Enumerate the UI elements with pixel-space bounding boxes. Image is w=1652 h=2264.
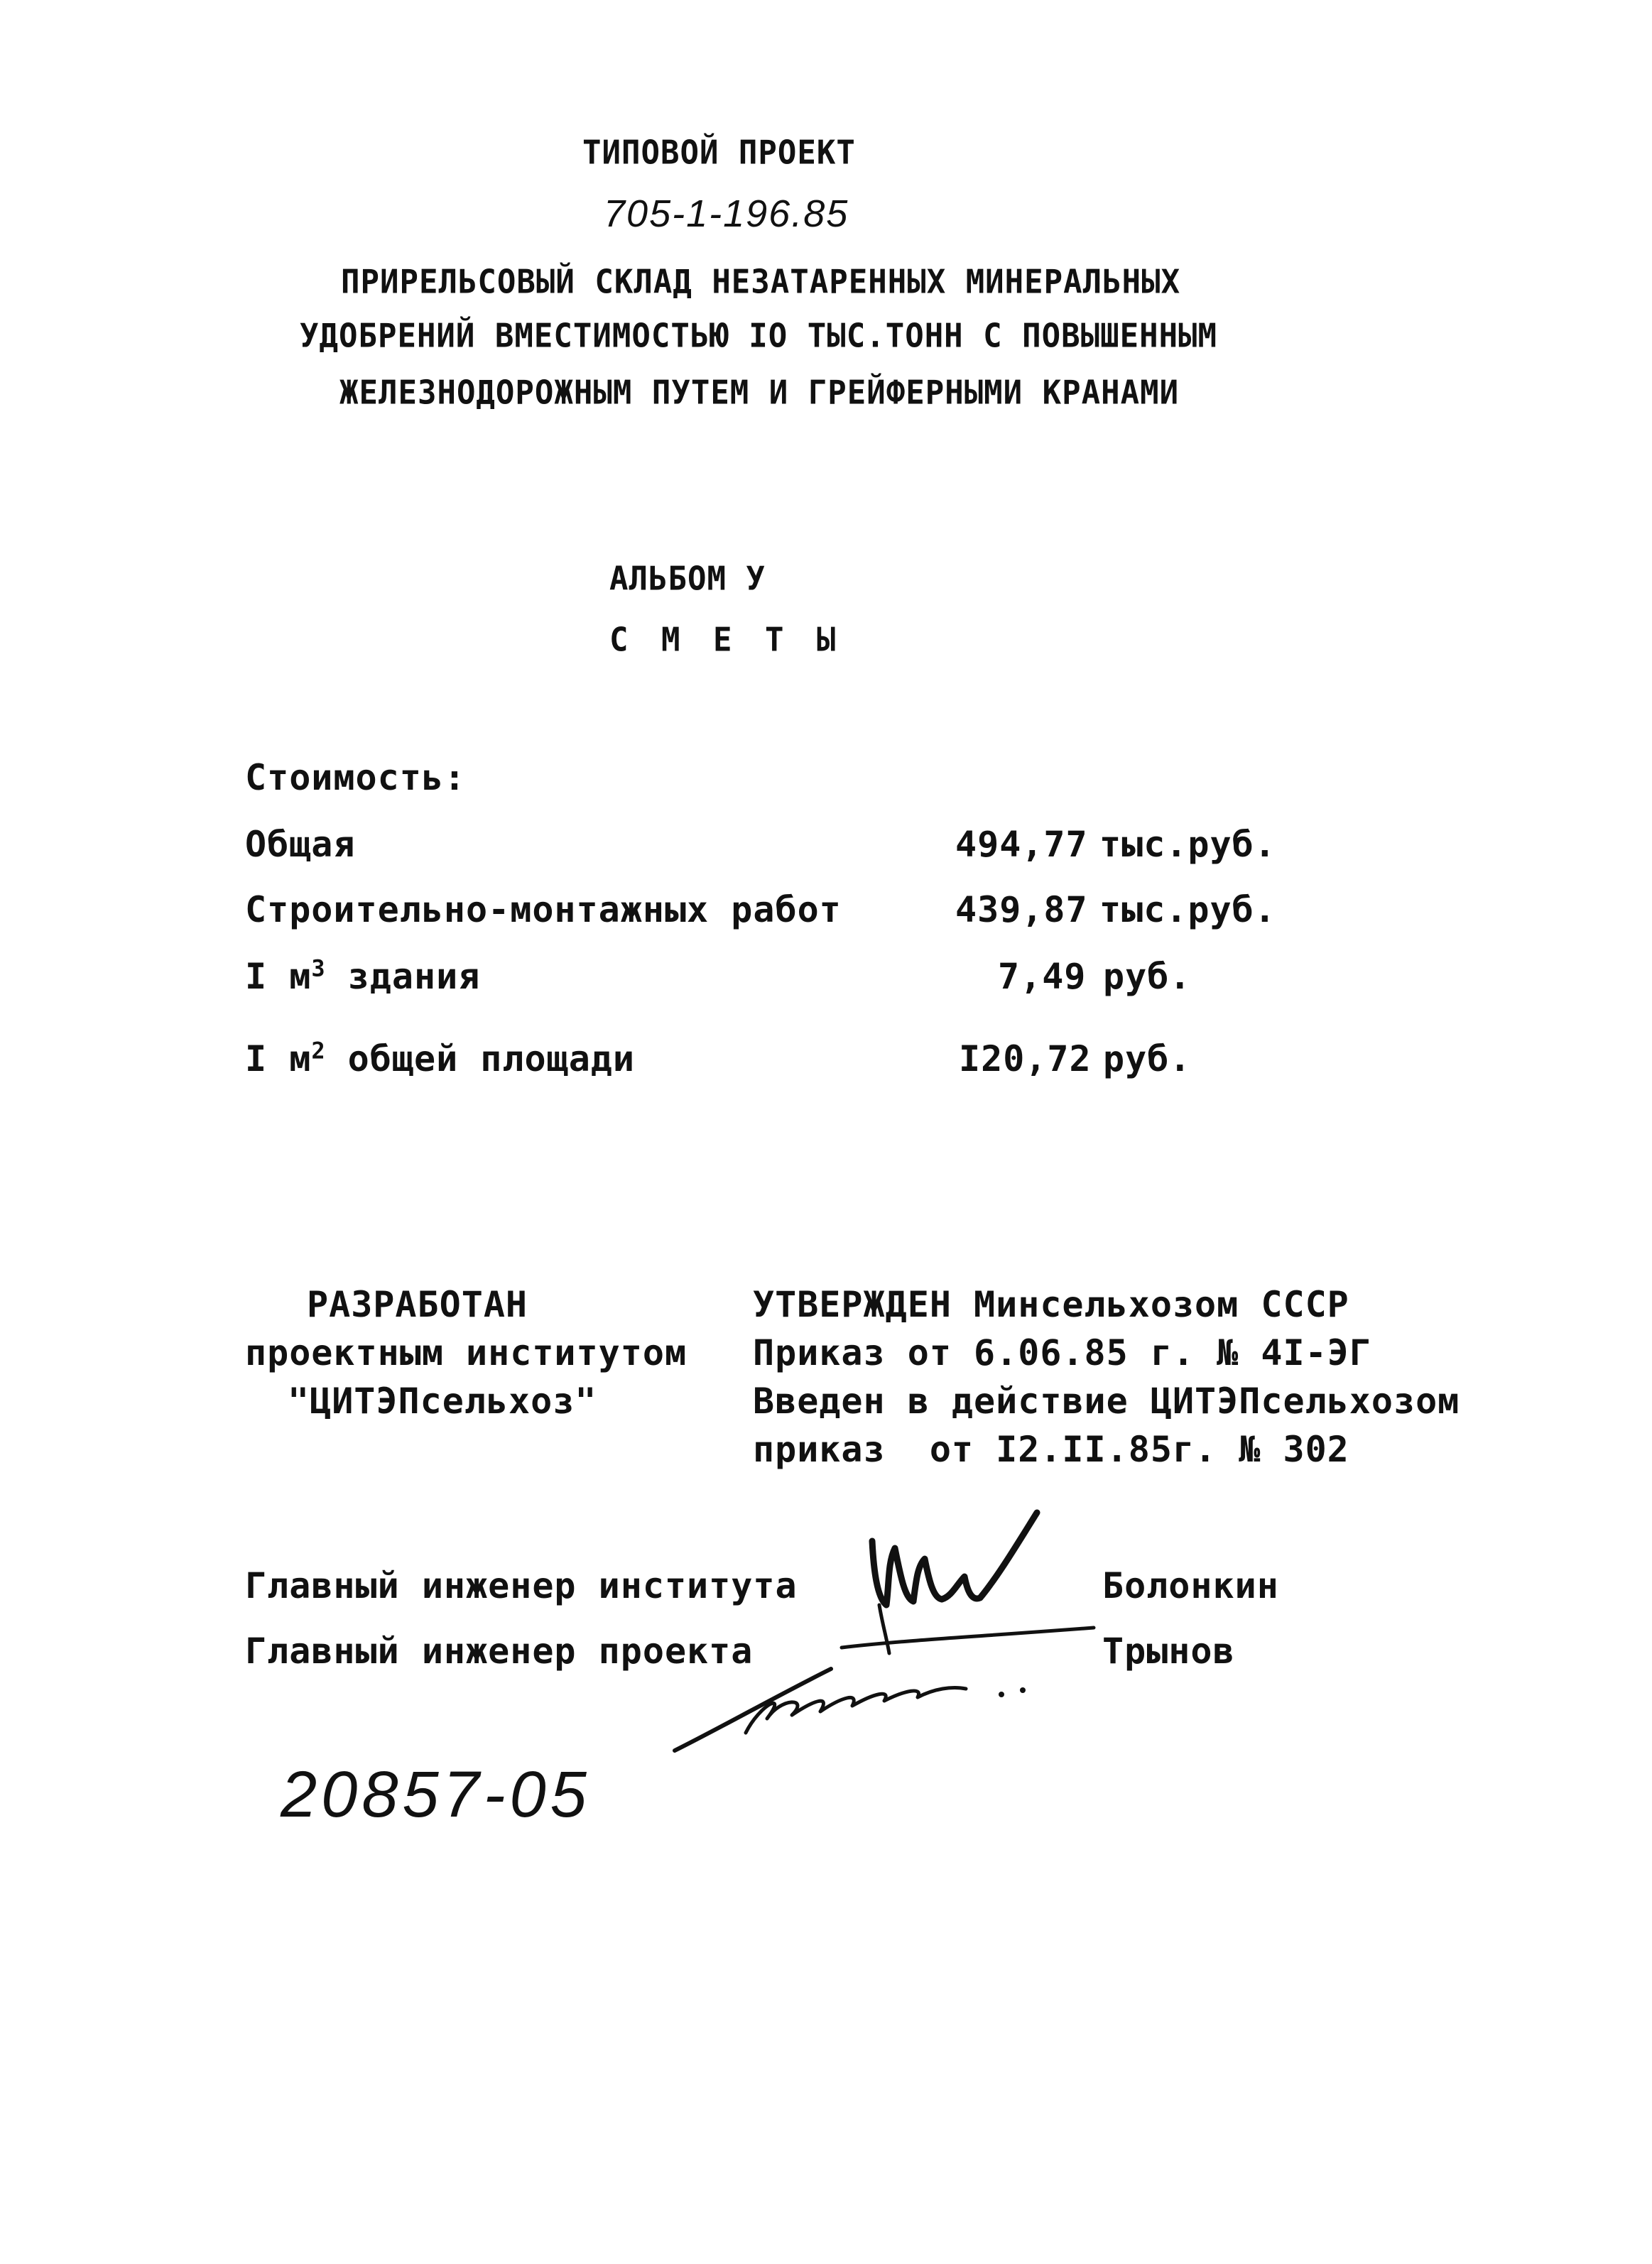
approved-line-4: приказ от I2.II.85г. № 302 (753, 1429, 1349, 1470)
title-line-2: УДОБРЕНИЙ ВМЕСТИМОСТЬЮ IO ТЫС.ТОНН С ПОВЫШЕННЫМ (300, 317, 1218, 356)
cost-row-value: 439,87 (955, 889, 1088, 930)
approved-line-3: Введен в действие ЦИТЭПсельхозом (753, 1381, 1460, 1422)
developed-line-1: РАЗРАБОТАН (307, 1284, 528, 1325)
project-code: 705-1-196.85 (604, 192, 849, 235)
label-superscript: 3 (311, 954, 326, 982)
approved-line-2: Приказ от 6.06.85 г. № 4I-ЭГ (753, 1332, 1371, 1373)
signature-name: Трынов (1102, 1631, 1235, 1672)
label-prefix: I м (245, 1038, 312, 1079)
signature-role: Главный инженер института (245, 1565, 798, 1606)
developed-line-3: "ЦИТЭПсельхоз" (288, 1381, 597, 1422)
signature-name: Болонкин (1102, 1565, 1279, 1606)
label-suffix: общей площади (325, 1038, 636, 1079)
label-superscript: 2 (311, 1037, 326, 1065)
cost-row-label: Строительно-монтажных работ (245, 889, 842, 930)
cost-row-unit: тыс.руб. (1099, 889, 1276, 930)
cost-row-label: Общая (245, 824, 356, 865)
cost-row-value: I20,72 (959, 1038, 1092, 1079)
cost-row-unit: тыс.руб. (1099, 824, 1276, 865)
title-line-3: ЖЕЛЕЗНОДОРОЖНЫМ ПУТЕМ И ГРЕЙФЕРНЫМИ КРАНАМИ (339, 374, 1180, 413)
album-label: АЛЬБОМ У (609, 560, 766, 599)
label-prefix: I м (245, 956, 312, 997)
signature-role: Главный инженер проекта (245, 1631, 754, 1672)
approved-line-1: УТВЕРЖДЕН Минсельхозом СССР (753, 1284, 1349, 1325)
cost-heading: Стоимость: (245, 757, 467, 798)
type-line: ТИПОВОЙ ПРОЕКТ (582, 134, 856, 173)
cost-row-label (245, 956, 480, 997)
cost-row-label (245, 1038, 635, 1079)
label-suffix: здания (325, 956, 481, 997)
signature-scribble-chief-project (668, 1612, 1108, 1754)
cost-row-value: 7,49 (998, 956, 1087, 997)
developed-line-2: проектным институтом (245, 1332, 688, 1373)
section-label: С М Е Т Ы (609, 621, 843, 660)
cost-row-unit: руб. (1103, 956, 1192, 997)
cost-row-value: 494,77 (955, 824, 1088, 865)
document-number: 20857-05 (281, 1758, 591, 1831)
cost-row-unit: руб. (1103, 1038, 1192, 1079)
title-line-1: ПРИРЕЛЬСОВЫЙ СКЛАД НЕЗАТАРЕННЫХ МИНЕРАЛЬНЫХ (341, 263, 1181, 302)
